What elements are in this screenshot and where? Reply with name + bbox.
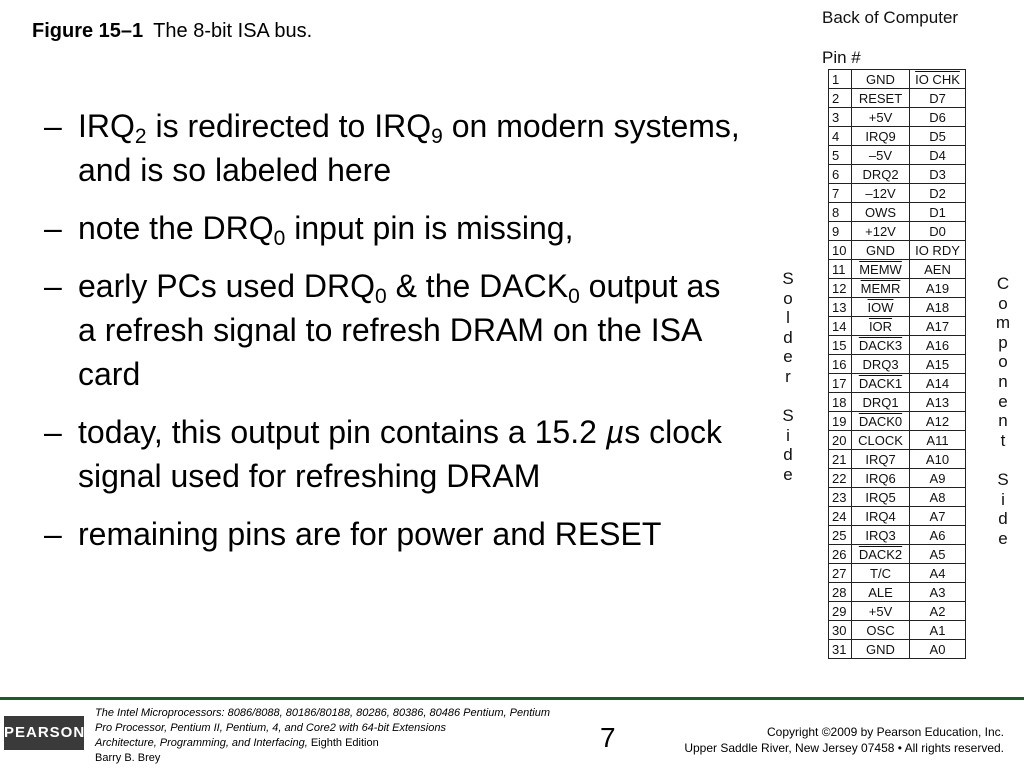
solder-signal: GND — [866, 71, 895, 87]
bullet-text: note the DRQ — [78, 210, 274, 246]
component-signal: AEN — [924, 261, 951, 277]
pin-number-cell — [829, 336, 852, 355]
solder-signal: +12V — [865, 223, 896, 239]
bullet-text: is redirected to IRQ — [146, 108, 432, 144]
solder-signal-cell — [852, 393, 910, 412]
component-signal: A10 — [925, 451, 950, 467]
pin-number: 25 — [832, 527, 847, 543]
component-signal-cell — [910, 602, 966, 621]
bullet-text: early PCs used DRQ — [78, 268, 375, 304]
bullet-subscript: 0 — [374, 285, 387, 308]
bullet-text: input pin is missing, — [285, 210, 574, 246]
component-signal-cell — [910, 507, 966, 526]
side-letter: n — [998, 371, 1008, 391]
component-signal: A6 — [929, 527, 946, 543]
solder-signal-cell — [852, 222, 910, 241]
pin-number-cell — [829, 374, 852, 393]
component-signal: A11 — [926, 432, 949, 448]
bullet-text: & the DACK — [386, 268, 569, 304]
solder-signal-cell — [852, 165, 910, 184]
component-signal: A2 — [929, 603, 946, 619]
side-letter: d — [998, 509, 1008, 529]
pin-number: 2 — [832, 90, 840, 106]
solder-signal: DACK2 — [858, 546, 903, 562]
pin-number: 9 — [832, 223, 840, 239]
book-edition: Eighth Edition — [307, 737, 379, 749]
pin-number-cell — [829, 70, 852, 89]
bullet-text: output as a refresh signal to refresh DRAM on the ISA card — [78, 268, 721, 392]
solder-signal-cell — [852, 564, 910, 583]
component-signal-cell — [910, 241, 966, 260]
pin-row — [829, 203, 966, 222]
solder-signal: T/C — [870, 565, 891, 581]
bullet-item — [44, 104, 744, 192]
solder-signal-cell — [852, 127, 910, 146]
side-letter: o — [998, 293, 1008, 313]
book-citation — [95, 706, 565, 766]
pin-row — [829, 165, 966, 184]
solder-signal-cell — [852, 184, 910, 203]
solder-signal-cell — [852, 545, 910, 564]
pin-number-cell — [829, 222, 852, 241]
component-signal-cell — [910, 355, 966, 374]
solder-signal: $\overline{IOR}$ — [868, 318, 893, 334]
component-signal: D1 — [929, 204, 946, 220]
pin-number-cell — [829, 355, 852, 374]
pin-number: 5 — [832, 147, 840, 163]
solder-signal: $\overline{IOW}$ — [867, 299, 894, 315]
component-signal: A5 — [929, 546, 946, 562]
component-signal-cell — [910, 545, 966, 564]
component-signal: A12 — [925, 413, 950, 429]
bullet-text: today, this output pin contains a 15.2 — [78, 414, 606, 450]
side-letter: p — [998, 332, 1008, 352]
book-author: Barry B. Brey — [95, 752, 161, 764]
pin-table — [828, 69, 966, 659]
solder-signal: DRQ1 — [862, 394, 899, 410]
pin-number-cell — [829, 108, 852, 127]
component-signal-cell — [910, 621, 966, 640]
solder-signal: IRQ6 — [865, 470, 896, 486]
component-signal-cell — [910, 374, 966, 393]
bullet-item — [44, 512, 744, 556]
component-signal: D7 — [929, 90, 946, 106]
component-signal-cell — [910, 298, 966, 317]
pin-row — [829, 488, 966, 507]
pin-number: 30 — [832, 622, 847, 638]
component-signal-cell — [910, 564, 966, 583]
figure-caption — [32, 20, 312, 43]
solder-signal: IRQ4 — [865, 508, 896, 524]
book-tail: Architecture, Programming, and Interfacing, — [95, 737, 308, 749]
side-letter: n — [998, 411, 1008, 431]
solder-signal-cell — [852, 203, 910, 222]
pin-number: 11 — [832, 261, 846, 277]
page-number: 7 — [600, 722, 616, 753]
component-signal: A14 — [925, 375, 950, 391]
pin-number: 4 — [832, 128, 840, 144]
solder-signal: OSC — [866, 622, 895, 638]
pin-number-cell — [829, 545, 852, 564]
pin-row — [829, 279, 966, 298]
side-letter: l — [786, 308, 790, 328]
pin-number: 15 — [832, 337, 847, 353]
component-signal: D5 — [929, 128, 946, 144]
pin-row — [829, 298, 966, 317]
component-signal: D3 — [929, 166, 946, 182]
component-signal: A17 — [925, 318, 950, 334]
bullet-text: IRQ — [78, 108, 135, 144]
solder-signal: CLOCK — [858, 432, 903, 448]
copyright-line: Upper Saddle River, New Jersey 07458 • All rights reserved. — [684, 741, 1004, 755]
pin-number: 29 — [832, 603, 847, 619]
pin-row — [829, 412, 966, 431]
solder-signal: DRQ2 — [862, 166, 899, 182]
component-signal-cell — [910, 127, 966, 146]
side-letter: S — [782, 406, 794, 426]
pin-row — [829, 545, 966, 564]
component-signal: A13 — [925, 394, 950, 410]
solder-signal-cell — [852, 355, 910, 374]
solder-signal-cell — [852, 298, 910, 317]
bullet-subscript: 2 — [134, 125, 147, 148]
pin-row — [829, 374, 966, 393]
pin-number-cell — [829, 393, 852, 412]
pin-number-cell — [829, 469, 852, 488]
pin-number-cell — [829, 146, 852, 165]
pin-row — [829, 108, 966, 127]
book-title: The Intel Microprocessors: — [95, 707, 225, 719]
side-letter: o — [998, 352, 1008, 372]
pin-number-cell — [829, 526, 852, 545]
component-signal: A18 — [925, 299, 950, 315]
component-signal: A16 — [925, 337, 950, 353]
solder-signal: MEMW — [859, 261, 902, 277]
solder-signal: DRQ3 — [862, 356, 899, 372]
solder-signal-cell — [852, 526, 910, 545]
component-side-label — [993, 274, 1013, 548]
solder-signal-cell — [852, 70, 910, 89]
component-signal-cell — [910, 260, 966, 279]
component-signal-cell — [910, 526, 966, 545]
solder-signal-cell — [852, 469, 910, 488]
pin-row — [829, 127, 966, 146]
bullet-subscript: 0 — [273, 227, 286, 250]
solder-signal: OWS — [864, 204, 897, 220]
pin-row — [829, 526, 966, 545]
side-letter: C — [996, 274, 1010, 293]
pin-row — [829, 431, 966, 450]
bullet-dash: – — [44, 108, 62, 144]
pin-number: 19 — [832, 413, 847, 429]
component-signal: D0 — [929, 223, 946, 239]
component-signal-cell — [910, 203, 966, 222]
pin-number-cell — [829, 450, 852, 469]
solder-signal: RESET — [858, 90, 903, 106]
pin-row — [829, 621, 966, 640]
side-letter — [778, 387, 798, 407]
solder-signal-cell — [852, 374, 910, 393]
solder-signal: DACK3 — [858, 337, 903, 353]
solder-signal: ALE — [868, 584, 893, 600]
footer-divider — [0, 697, 1024, 700]
pin-number-cell — [829, 412, 852, 431]
solder-signal: GND — [866, 242, 895, 258]
solder-signal: IRQ3 — [865, 527, 896, 543]
solder-signal-cell — [852, 450, 910, 469]
solder-signal-cell — [852, 317, 910, 336]
solder-signal-cell — [852, 507, 910, 526]
side-letter — [993, 450, 1013, 470]
component-signal-cell — [910, 317, 966, 336]
bullet-subscript: 9 — [431, 125, 443, 148]
figure-title: The 8-bit ISA bus. — [153, 20, 313, 42]
solder-signal: –12V — [865, 185, 896, 201]
pin-row — [829, 450, 966, 469]
pin-number-cell — [829, 203, 852, 222]
solder-signal: +5V — [868, 109, 893, 125]
back-of-computer-label: Back of Computer — [822, 8, 959, 27]
pin-number-cell — [829, 621, 852, 640]
component-signal: A1 — [929, 622, 946, 638]
copyright-notice — [684, 724, 1004, 756]
solder-signal-cell — [852, 488, 910, 507]
solder-signal-cell — [852, 602, 910, 621]
bullet-text: on modern systems, and is so labeled here — [78, 108, 740, 188]
side-letter: e — [783, 464, 793, 484]
pin-number-cell — [829, 260, 852, 279]
pin-number-cell — [829, 640, 852, 659]
component-signal-cell — [910, 488, 966, 507]
pin-row — [829, 241, 966, 260]
pin-row — [829, 602, 966, 621]
solder-signal: –5V — [868, 147, 893, 163]
side-letter: r — [785, 366, 791, 386]
pin-number-cell — [829, 564, 852, 583]
micro-symbol: µ — [605, 414, 625, 450]
pin-number: 12 — [832, 280, 847, 296]
bullet-subscript: 0 — [568, 285, 580, 308]
pin-number-cell — [829, 431, 852, 450]
pin-number: 14 — [832, 318, 847, 334]
pin-number: 13 — [832, 299, 847, 315]
pin-number: 28 — [832, 584, 847, 600]
solder-signal: DACK0 — [858, 413, 903, 429]
copyright-line: Copyright ©2009 by Pearson Education, Inc. — [767, 725, 1004, 739]
pin-number-cell — [829, 279, 852, 298]
component-signal: D4 — [929, 147, 946, 163]
pin-row — [829, 507, 966, 526]
component-signal-cell — [910, 89, 966, 108]
solder-signal: +5V — [868, 603, 893, 619]
component-signal-cell — [910, 450, 966, 469]
pin-number-cell — [829, 184, 852, 203]
component-signal-cell — [910, 412, 966, 431]
component-signal-cell — [910, 640, 966, 659]
pin-row — [829, 469, 966, 488]
side-letter: S — [997, 469, 1009, 489]
pin-number: 3 — [832, 109, 840, 125]
component-signal-cell — [910, 108, 966, 127]
component-signal-cell — [910, 469, 966, 488]
component-signal-cell — [910, 336, 966, 355]
pin-row — [829, 564, 966, 583]
pin-number: 24 — [832, 508, 847, 524]
component-signal: A0 — [929, 641, 946, 657]
pin-number: 6 — [832, 166, 840, 182]
bullet-dash: – — [44, 516, 62, 552]
bullet-text: s clock signal used for refreshing DRAM — [78, 414, 722, 494]
pin-number-cell — [829, 89, 852, 108]
side-letter: S — [782, 269, 794, 288]
pin-number: 27 — [832, 565, 847, 581]
pin-number: 18 — [832, 394, 847, 410]
pin-number: 21 — [832, 451, 847, 467]
solder-signal-cell — [852, 640, 910, 659]
pin-number-cell — [829, 241, 852, 260]
component-signal-cell — [910, 70, 966, 89]
bullet-item — [44, 264, 744, 396]
component-signal-cell — [910, 279, 966, 298]
solder-signal: IRQ7 — [865, 451, 896, 467]
solder-signal: IRQ5 — [865, 489, 896, 505]
component-signal: A9 — [929, 470, 946, 486]
pin-number: 20 — [832, 432, 847, 448]
pin-number: 1 — [832, 71, 840, 87]
solder-signal: GND — [866, 641, 895, 657]
component-signal: A3 — [929, 584, 946, 600]
pin-number: 31 — [832, 641, 847, 657]
component-signal: A19 — [925, 280, 950, 296]
solder-signal-cell — [852, 260, 910, 279]
side-letter: d — [783, 327, 793, 347]
pin-row — [829, 336, 966, 355]
pin-row — [829, 317, 966, 336]
side-letter: e — [998, 391, 1008, 411]
component-signal: IO CHK — [915, 71, 960, 87]
bullet-item — [44, 206, 744, 250]
pin-row — [829, 222, 966, 241]
pin-number-cell — [829, 507, 852, 526]
component-signal-cell — [910, 222, 966, 241]
bullet-item — [44, 410, 744, 498]
solder-signal-cell — [852, 89, 910, 108]
component-signal: A7 — [929, 508, 946, 524]
figure-label: Figure 15–1 — [32, 20, 144, 42]
side-letter: d — [783, 445, 793, 465]
pin-row — [829, 640, 966, 659]
side-letter: i — [786, 425, 790, 445]
solder-side-label — [778, 269, 798, 485]
solder-signal-cell — [852, 336, 910, 355]
bullet-dash: – — [44, 268, 62, 304]
pin-row — [829, 89, 966, 108]
bullet-text: remaining pins are for power and RESET — [78, 516, 662, 552]
pin-number-cell — [829, 583, 852, 602]
bullet-dash: – — [44, 414, 62, 450]
side-letter: m — [995, 313, 1011, 333]
solder-signal-cell — [852, 583, 910, 602]
component-signal: A8 — [929, 489, 946, 505]
pin-number-cell — [829, 317, 852, 336]
solder-signal-cell — [852, 108, 910, 127]
bullet-list — [44, 104, 744, 570]
component-signal-cell — [910, 431, 966, 450]
pin-number: 23 — [832, 489, 847, 505]
component-signal-cell — [910, 393, 966, 412]
pin-row — [829, 260, 966, 279]
pin-row — [829, 393, 966, 412]
solder-signal: MEMR — [860, 280, 901, 296]
solder-signal: DACK1 — [858, 375, 903, 391]
component-signal-cell — [910, 165, 966, 184]
pin-row — [829, 70, 966, 89]
pin-row — [829, 184, 966, 203]
bullet-dash: – — [44, 210, 62, 246]
pin-number: 16 — [832, 356, 847, 372]
side-letter: i — [1001, 489, 1005, 509]
solder-signal: IRQ9 — [865, 128, 896, 144]
component-signal: D2 — [929, 185, 946, 201]
isa-pinout-diagram — [770, 6, 1024, 696]
component-signal: D6 — [929, 109, 946, 125]
component-signal-cell — [910, 146, 966, 165]
pin-number-cell — [829, 602, 852, 621]
component-signal: IO RDY — [915, 242, 960, 258]
pearson-logo: PEARSON — [4, 716, 84, 750]
solder-signal-cell — [852, 621, 910, 640]
pin-number-cell — [829, 488, 852, 507]
pin-row — [829, 355, 966, 374]
book-subtitle: 8086/8088, 80186/80188, 80286, 80386, 80486 Pentium, Pentium Pro Processor, Pentium II, Pentium, 4, and Core2 with 64-bit Extensions — [95, 707, 550, 734]
component-signal-cell — [910, 184, 966, 203]
pin-number: 8 — [832, 204, 840, 220]
component-signal: A4 — [929, 565, 946, 581]
solder-signal-cell — [852, 241, 910, 260]
solder-signal-cell — [852, 412, 910, 431]
pin-number-cell — [829, 165, 852, 184]
side-letter: o — [783, 288, 793, 308]
pin-number: 26 — [832, 546, 847, 562]
pin-row — [829, 583, 966, 602]
solder-signal-cell — [852, 431, 910, 450]
side-letter: e — [783, 347, 793, 367]
pin-row — [829, 146, 966, 165]
side-letter: e — [998, 528, 1008, 548]
pin-number: 22 — [832, 470, 847, 486]
pin-number: 17 — [832, 375, 847, 391]
pin-number: 10 — [832, 242, 847, 258]
pin-number-cell — [829, 298, 852, 317]
solder-signal-cell — [852, 279, 910, 298]
component-signal: A15 — [925, 356, 950, 372]
side-letter: t — [1000, 430, 1006, 450]
pin-number: 7 — [832, 185, 840, 201]
pin-number-label: Pin # — [822, 48, 861, 67]
pin-number-cell — [829, 127, 852, 146]
component-signal-cell — [910, 583, 966, 602]
solder-signal-cell — [852, 146, 910, 165]
